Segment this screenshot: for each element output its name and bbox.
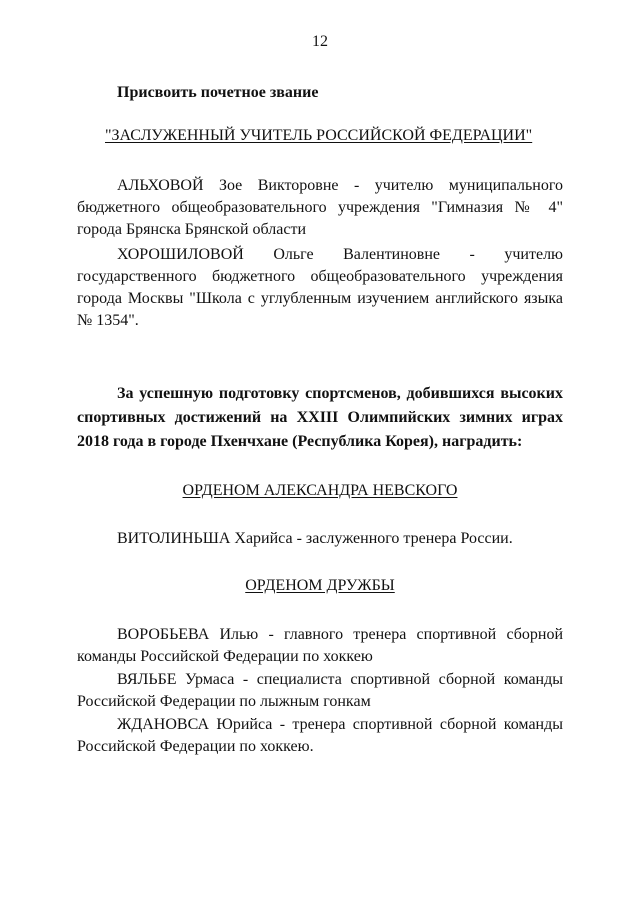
nevsky-recipient: ВИТОЛИНЬША Харийса - заслуженного тренера России. bbox=[117, 530, 513, 547]
olympic-award-intro: За успешную подготовку спортсменов, добившихся высоких спортивных достижений на XXIII Олимпийских зимних играх 2018 года в городе Пхенчхане (Республика Корея), наградить: bbox=[77, 385, 563, 450]
friendship-recipient: ЖДАНОВСА Юрийса - тренера спортивной сборной команды Российской Федерации по хоккею. bbox=[77, 716, 563, 755]
honorary-title-teacher: "ЗАСЛУЖЕННЫЙ УЧИТЕЛЬ РОССИЙСКОЙ ФЕДЕРАЦИИ" bbox=[105, 127, 533, 144]
confer-heading: Присвоить почетное звание bbox=[117, 84, 319, 101]
order-nevsky-title: ОРДЕНОМ АЛЕКСАНДРА НЕВСКОГО bbox=[182, 482, 458, 499]
teacher-entry: ХОРОШИЛОВОЙ Ольге Валентиновне - учителю государственного бюджетного общеобразовательного учреждения города Москвы "Школа с углубленным изучением английского языка № 1354". bbox=[77, 246, 563, 329]
teacher-entry: АЛЬХОВОЙ Зое Викторовне - учителю муниципального бюджетного общеобразовательного учреждения "Гимназия № 4" города Брянска Брянской области bbox=[77, 177, 563, 238]
order-friendship-title: ОРДЕНОМ ДРУЖБЫ bbox=[245, 577, 395, 594]
page-number: 12 bbox=[312, 33, 328, 50]
friendship-recipient: ВОРОБЬЕВА Илью - главного тренера спортивной сборной команды Российской Федерации по хоккею bbox=[77, 626, 563, 665]
friendship-recipient: ВЯЛЬБЕ Урмаса - специалиста спортивной сборной команды Российской Федерации по лыжным гонкам bbox=[77, 671, 563, 710]
